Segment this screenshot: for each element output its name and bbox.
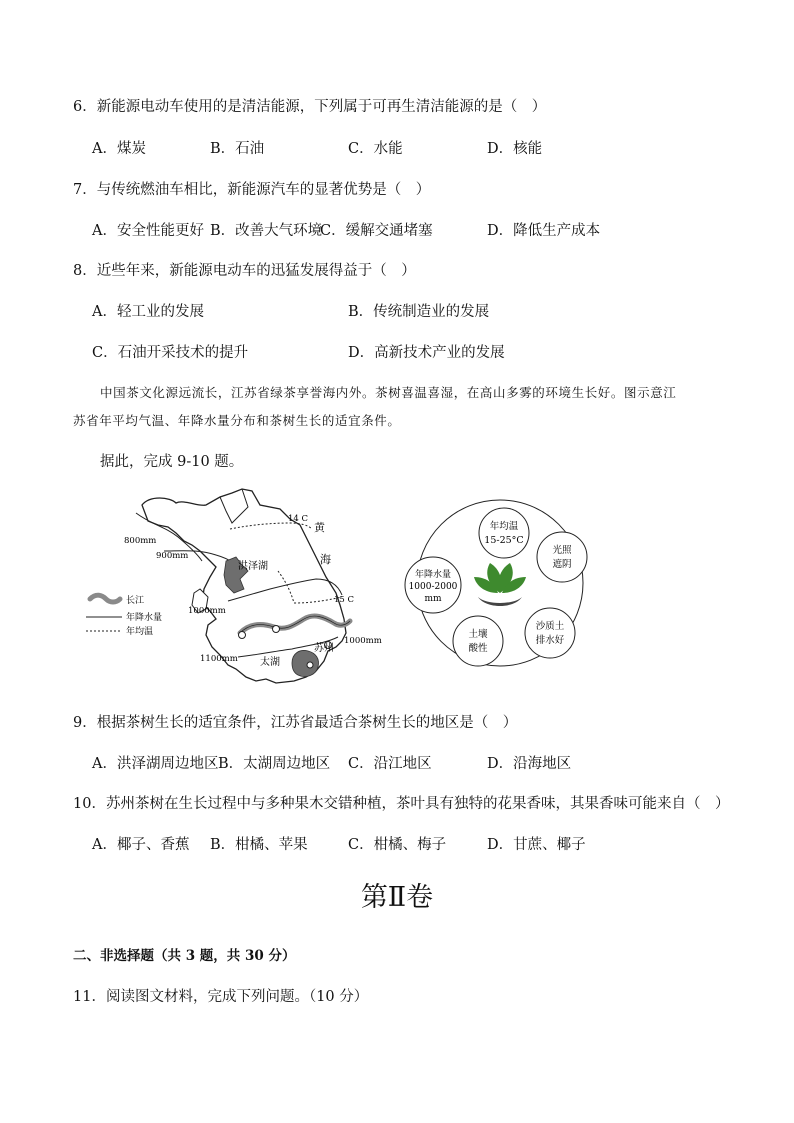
q10-option-b: B．柑橘、苹果: [210, 837, 308, 853]
condition-drainage-line1: 沙质土: [535, 621, 565, 632]
q6-stem: 6．新能源电动车使用的是清洁能源，下列属于可再生清洁能源的是（ ）: [73, 99, 547, 115]
condition-light-line2: 遮阴: [552, 559, 572, 570]
label-sea-hai: 海: [320, 553, 331, 566]
q7-option-b: B．改善大气环境: [210, 223, 323, 239]
label-taihu-lake: 太湖: [260, 657, 280, 668]
jiangsu-map: [86, 489, 382, 683]
q9-option-d: D．沿海地区: [487, 756, 572, 772]
condition-temp-line1: 年均温: [489, 521, 519, 532]
q10-option-d: D．甘蔗、椰子: [487, 837, 586, 853]
q9-option-b: B．太湖周边地区: [218, 756, 331, 772]
condition-precip-line3: mm: [424, 594, 442, 604]
legend-river-label: 长江: [126, 596, 145, 606]
q9-option-c: C．沿江地区: [348, 756, 432, 772]
q8-option-b: B．传统制造业的发展: [348, 304, 490, 320]
legend-precip-label: 年降水量: [126, 613, 163, 623]
label-14c: 14 C: [288, 514, 309, 524]
condition-temp-line2: 15-25°C: [484, 535, 524, 546]
jiangsu-tea-figure: [80, 485, 710, 685]
condition-drainage-line2: 排水好: [535, 635, 565, 646]
q8-option-a: A．轻工业的发展: [92, 304, 204, 320]
tea-leaf-icon: [474, 563, 526, 606]
label-1000mm: 1000mm: [188, 606, 226, 616]
legend-temp-label: 年均温: [126, 627, 154, 637]
label-1000mm-east: 1000mm: [344, 636, 382, 646]
q10-option-a: A．椰子、香蕉: [92, 837, 190, 853]
passage-line-1: 中国茶文化源远流长，江苏省绿茶享誉海内外。茶树喜温喜湿，在高山多雾的环境生长好。图示意江: [100, 385, 677, 400]
passage-prompt: 据此，完成 9-10 题。: [100, 454, 244, 470]
condition-acidity-line2: 酸性: [468, 643, 488, 654]
label-suzhou: 苏州: [314, 643, 334, 654]
q10-stem: 10．苏州茶树在生长过程中与多种果木交错种植，茶叶具有独特的花果香味，其果香味可能来自（ ）: [73, 796, 730, 812]
label-800mm: 800mm: [124, 536, 157, 546]
q7-stem: 7．与传统燃油车相比，新能源汽车的显著优势是（ ）: [73, 182, 431, 198]
q8-option-d: D．高新技术产业的发展: [348, 345, 505, 361]
passage-line-2: 苏省年平均气温、年降水量分布和茶树生长的适宜条件。: [73, 413, 401, 428]
condition-precip-line2: 1000-2000: [408, 582, 458, 592]
q7-option-d: D．降低生产成本: [487, 223, 601, 239]
taihu-lake: [292, 651, 319, 677]
part-title: 二、非选择题（共 3 题，共 30 分）: [73, 948, 296, 964]
q8-option-c: C．石油开采技术的提升: [92, 345, 249, 361]
condition-circle-temp: [479, 508, 529, 558]
condition-acidity-line1: 土壤: [468, 629, 488, 640]
section-heading: 第Ⅱ卷: [360, 882, 434, 913]
q9-stem: 9．根据茶树生长的适宜条件，江苏省最适合茶树生长的地区是（ ）: [73, 715, 518, 731]
condition-precip-line1: 年降水量: [414, 570, 452, 580]
q10-option-c: C．柑橘、梅子: [348, 837, 447, 853]
tea-conditions-diagram: [405, 500, 587, 666]
condition-light-line1: 光照: [552, 545, 572, 556]
q7-option-a: A．安全性能更好: [92, 223, 204, 239]
legend-river-swatch: [90, 595, 120, 602]
condition-circle-acidity: [453, 616, 503, 666]
q11-stem: 11．阅读图文材料，完成下列问题。（10 分）: [73, 989, 369, 1005]
q8-stem: 8．近些年来，新能源电动车的迅猛发展得益于（ ）: [73, 263, 416, 279]
label-1100mm: 1100mm: [200, 654, 238, 664]
q7-option-c: C．缓解交通堵塞: [320, 223, 433, 239]
q9-option-a: A．洪泽湖周边地区: [92, 756, 219, 772]
label-900mm: 900mm: [156, 551, 189, 561]
label-sea-huang: 黄: [314, 521, 325, 534]
label-15c: 15 C: [334, 595, 355, 605]
condition-circle-light: [537, 532, 587, 582]
label-hongze-lake: 洪泽湖: [238, 561, 268, 572]
condition-circle-drainage: [525, 608, 575, 658]
city-marker: [273, 626, 280, 633]
city-marker: [307, 662, 313, 668]
city-marker: [239, 632, 246, 639]
q6-option-a: A．煤炭: [92, 141, 146, 157]
q6-option-b: B．石油: [210, 141, 265, 157]
q6-option-d: D．核能: [487, 141, 543, 157]
q6-option-c: C．水能: [348, 141, 403, 157]
